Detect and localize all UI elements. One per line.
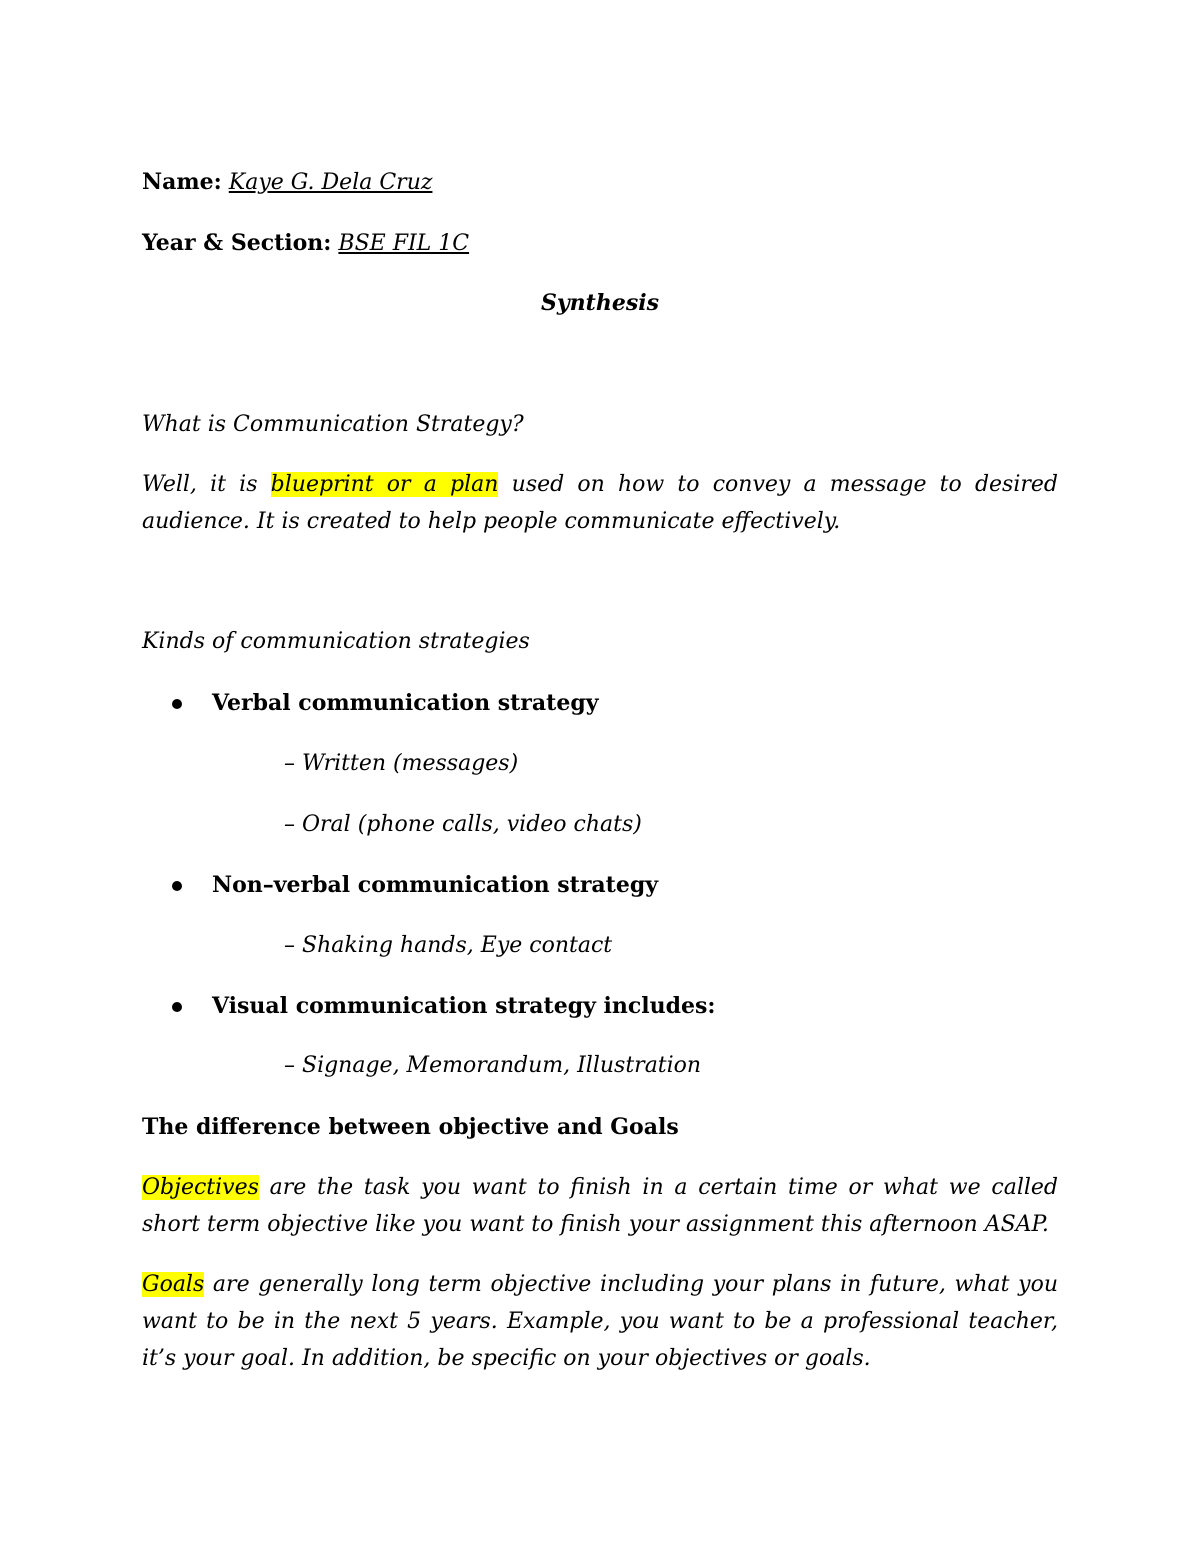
sub-item: – Written (messages) [284,751,519,776]
bullet-icon [172,699,182,709]
section-line [142,228,469,259]
difference-heading: The difference between objective and Goals [142,1114,679,1140]
definition-rest: used on how to convey a message to desired audience. It is created to help people communicate effectively. [142,472,1058,534]
definition-highlight: blueprint or a plan [270,472,499,497]
section-label: Year & Section: [142,230,332,256]
kinds-heading: Kinds of communication strategies [142,629,530,654]
question-heading: What is Communication Strategy? [142,412,524,437]
bullet-icon [172,1002,182,1012]
goals-highlight: Goals [142,1272,205,1297]
document-title: Synthesis [541,290,659,316]
strategy-label: Verbal communication strategy [212,690,599,716]
sub-item: – Shaking hands, Eye contact [284,933,613,958]
strategy-label: Visual communication strategy includes: [212,993,716,1019]
name-line [142,167,432,198]
sub-item: – Signage, Memorandum, Illustration [284,1053,702,1078]
objectives-highlight: Objectives [142,1175,259,1200]
name-label: Name: [142,169,222,195]
sub-item: – Oral (phone calls, video chats) [284,812,642,837]
objectives-paragraph [142,1169,1058,1243]
bullet-icon [172,881,182,891]
goals-paragraph [142,1266,1058,1377]
goals-rest: are generally long term objective including your plans in future, what you want to be in the next 5 years. Example, you want to be a professional teacher, it’s your goal. In addition, be specific on your objectives or goals. [142,1272,1058,1371]
strategy-label: Non–verbal communication strategy [212,872,658,898]
definition-paragraph [142,466,1058,540]
section-value: BSE FIL 1C [338,231,470,256]
definition-lead: Well, it is [142,472,271,497]
objectives-rest: are the task you want to finish in a certain time or what we called short term objective like you want to finish your assignment this afternoon ASAP. [142,1175,1058,1237]
name-value: Kaye G. Dela Cruz [228,170,433,195]
